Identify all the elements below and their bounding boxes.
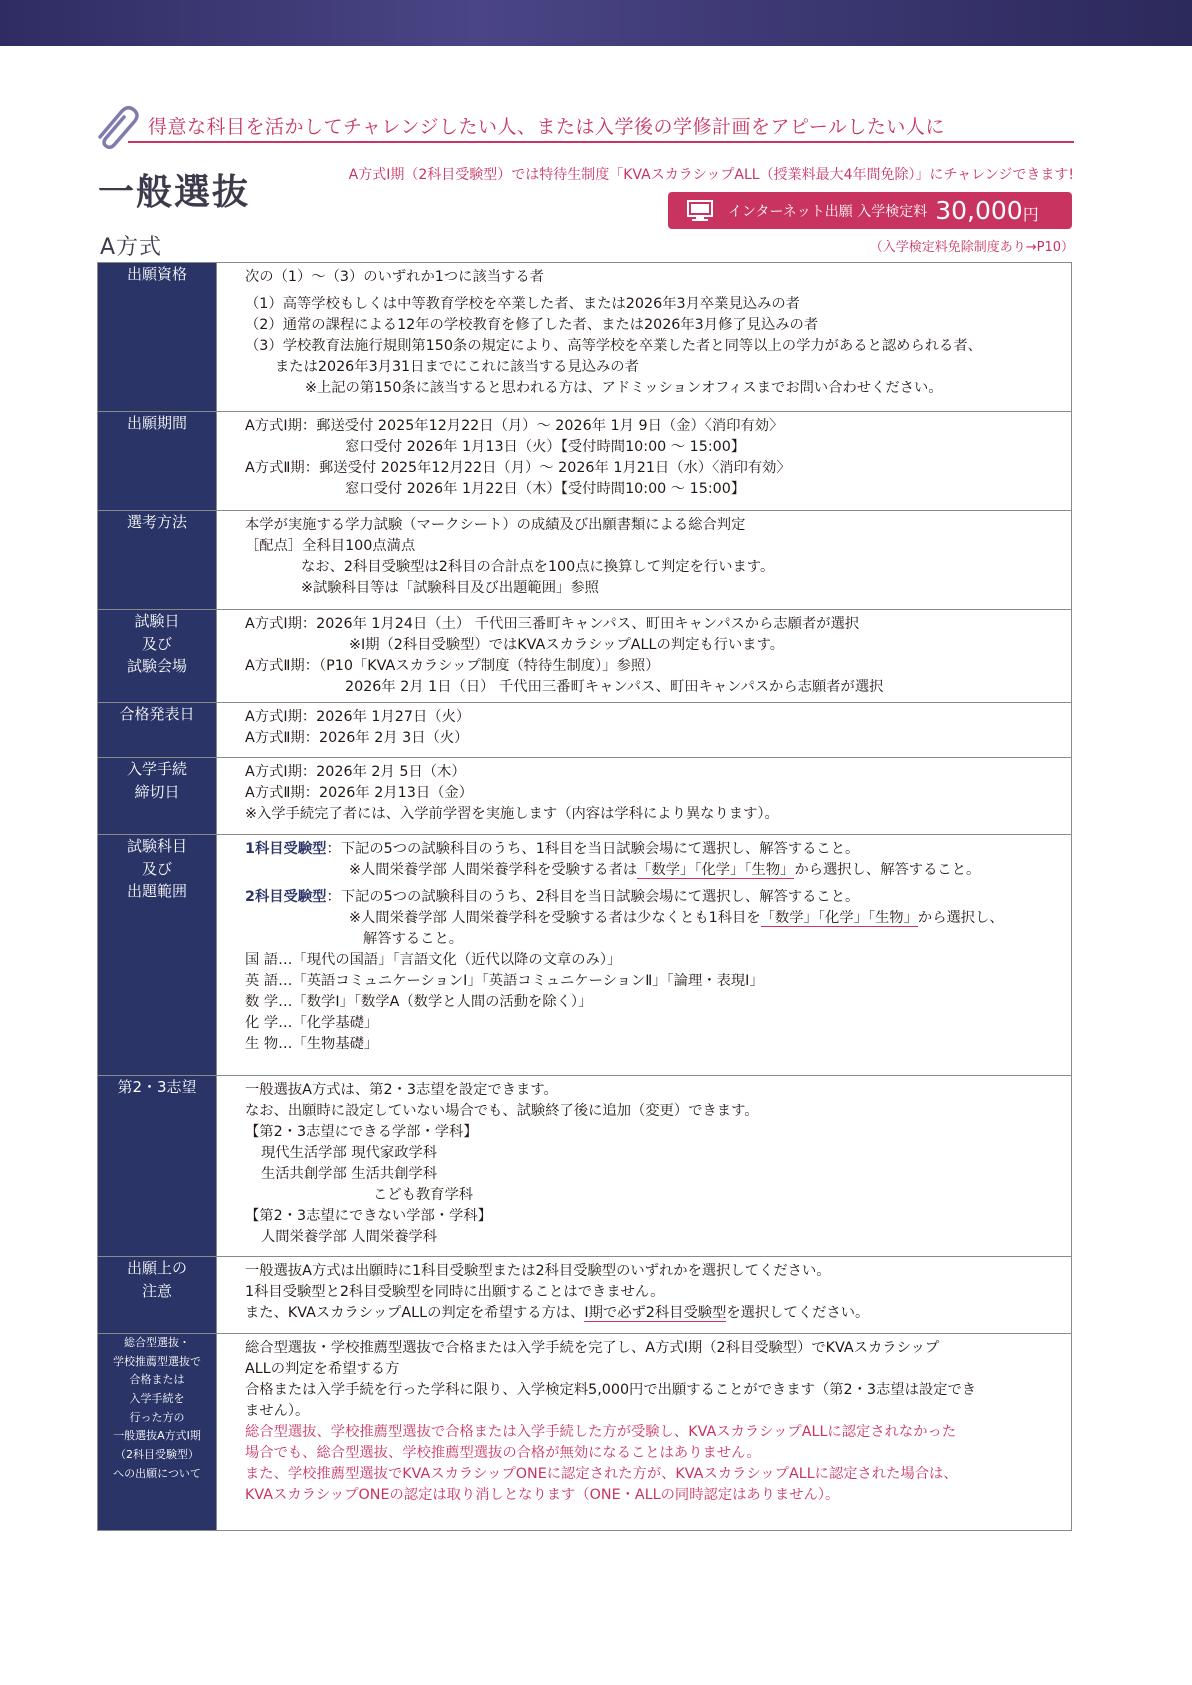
underlined-subjects: 「数学」「化学」「生物」 <box>760 910 918 926</box>
row-announcement <box>98 703 1072 758</box>
text-line: 1科目受験型と2科目受験型を同時に出願することはできません。 <box>245 1284 665 1300</box>
requirements-table <box>97 262 1072 1531</box>
note-text: また、KVAスカラシップALLの判定を希望する方は、 <box>245 1305 585 1321</box>
row-head-notes <box>98 1257 217 1334</box>
text-line: 一般選抜A方式は出願時に1科目受験型または2科目受験型のいずれかを選択してください。 <box>245 1263 831 1279</box>
row-eligibility <box>98 263 1072 412</box>
subject-line: 国 語…「現代の国語」「言語文化（近代以降の文章のみ）」 <box>245 952 622 968</box>
head-line: 行った方の <box>129 1410 185 1424</box>
head-line: 総合型選抜・ <box>124 1336 190 1349</box>
head-line: 出願上の <box>126 1259 187 1277</box>
row-subjects <box>98 835 1072 1076</box>
text-line: 生活共創学部 生活共創学科 <box>261 1166 438 1182</box>
row-head-exam-date <box>98 610 217 703</box>
row-head-subjects <box>98 835 217 1076</box>
row-comprehensive <box>98 1334 1072 1531</box>
text-line: 人間栄養学部 人間栄養学科 <box>261 1229 438 1245</box>
text-line: （2）通常の課程による12年の学校教育を修了した者、または2026年3月修了見込みの者 <box>245 317 819 333</box>
head-line: 試験科目 <box>126 837 187 855</box>
type1-line <box>245 839 1057 860</box>
row-head-period: 出願期間 <box>98 412 217 511</box>
fee-badge <box>668 192 1072 229</box>
head-line: 及び <box>141 859 172 878</box>
row-body-enrollment <box>217 758 1072 835</box>
underlined-text: Ⅰ期で必ず2科目受験型 <box>584 1305 727 1321</box>
top-band <box>0 0 1192 46</box>
tagline: 得意な科目を活かしてチャレンジしたい人、または入学後の学修計画をアピールしたい人に <box>148 116 945 138</box>
row-body-period <box>217 412 1072 511</box>
fee-label: インターネット出願 入学検定料 <box>728 203 928 220</box>
text-line: 2026年 2月 1日（日） 千代田三番町キャンパス、町田キャンパスから志願者が選択 <box>345 679 884 695</box>
text-line: 一般選抜A方式は、第2・3志望を設定できます。 <box>245 1082 558 1098</box>
head-line: （2科目受験型） <box>115 1448 199 1462</box>
text-line: A方式Ⅰ期：郵送受付 2025年12月22日（月）～ 2026年 1月 9日（金）〈消印有効〉 <box>245 418 784 434</box>
fee-amount: 30,000 <box>935 196 1023 225</box>
row-head-preference: 第2・3志望 <box>98 1076 217 1257</box>
row-head-selection: 選考方法 <box>98 511 217 610</box>
row-body-notes <box>217 1257 1072 1334</box>
text-line: ※入学手続完了者には、入学前学習を実施します（内容は学科により異なります）。 <box>245 806 779 822</box>
page-title: 一般選抜 <box>98 172 251 213</box>
text-line: A方式Ⅰ期：2026年 1月27日（火） <box>245 709 471 725</box>
text-line: 【第2・3志望にできない学部・学科】 <box>245 1208 492 1224</box>
subject-line: 英 語…「英語コミュニケーションⅠ」「英語コミュニケーションⅡ」「論理・表現Ⅰ」 <box>245 973 764 989</box>
row-exam-date <box>98 610 1072 703</box>
text-line: または2026年3月31日までにこれに該当する見込みの者 <box>275 359 639 375</box>
row-head-announcement: 合格発表日 <box>98 703 217 758</box>
subject-line: 数 学…「数学Ⅰ」「数学A（数学と人間の活動を除く）」 <box>245 994 593 1010</box>
text-line: 次の（1）～（3）のいずれか1つに該当する者 <box>245 269 544 285</box>
text-line: なお、2科目受験型は2科目の合計点を100点に換算して判定を行います。 <box>301 559 775 575</box>
head-line: 入学手続を <box>129 1392 185 1406</box>
row-head-comprehensive <box>98 1334 217 1531</box>
text-line: 合格または入学手続を行った学科に限り、入学検定料5,000円で出願することができます（第2・3志望は設定でき <box>245 1382 977 1398</box>
head-line: 入学手続 <box>126 760 187 778</box>
text-line: （3）学校教育法施行規則第150条の規定により、高等学校を卒業した者と同等以上の学力があると認められる者、 <box>245 338 982 354</box>
fee-unit: 円 <box>1022 205 1039 224</box>
text-line: A方式Ⅱ期：2026年 2月13日（金） <box>245 785 474 801</box>
page-subtitle: A方式 <box>100 235 163 260</box>
head-line: 出題範囲 <box>126 882 187 900</box>
text-line: A方式Ⅰ期：2026年 2月 5日（木） <box>245 764 466 780</box>
warning-line: 総合型選抜、学校推薦型選抜で合格または入学手続した方が受験し、KVAスカラシップALLに認定されなかった <box>245 1424 957 1440</box>
text-line: なお、出願時に設定していない場合でも、試験終了後に追加（変更）できます。 <box>245 1103 759 1119</box>
text-line: ※上記の第150条に該当すると思われる方は、アドミッションオフィスまでお問い合わせください。 <box>305 380 943 396</box>
row-selection <box>98 511 1072 610</box>
text-line: こども教育学科 <box>373 1187 474 1203</box>
note-text: から選択し、解答すること。 <box>794 862 981 878</box>
warning-line: 場合でも、総合型選抜、学校推薦型選抜の合格が無効になることはありません。 <box>245 1445 761 1461</box>
text-line: A方式Ⅰ期：2026年 1月24日（土） 千代田三番町キャンパス、町田キャンパスから志願者が選択 <box>245 616 860 632</box>
type1-note <box>245 860 1057 881</box>
text-line: 本学が実施する学力試験（マークシート）の成績及び出願書類による総合判定 <box>245 517 746 533</box>
head-line: 試験日 <box>134 612 180 630</box>
row-body-selection <box>217 511 1072 610</box>
row-head-enrollment <box>98 758 217 835</box>
row-enrollment <box>98 758 1072 835</box>
text-line: ALLの判定を希望する方 <box>245 1361 400 1377</box>
text-line: 総合型選抜・学校推薦型選抜で合格または入学手続を完了し、A方式Ⅰ期（2科目受験型）でKVAスカラシップ <box>245 1340 940 1356</box>
type2-label: 2科目受験型 <box>245 889 327 905</box>
text-line: 現代生活学部 現代家政学科 <box>261 1145 438 1161</box>
head-line: 一般選抜A方式Ⅰ期 <box>113 1429 201 1443</box>
type2-line <box>245 887 1057 908</box>
text-line: 窓口受付 2026年 1月22日（木）【受付時間10:00 ～ 15:00】 <box>345 481 746 497</box>
text-line-underlined <box>245 1303 1057 1324</box>
text-line: A方式Ⅱ期：郵送受付 2025年12月22日（月）～ 2026年 1月21日（水）〈消印有効〉 <box>245 460 791 476</box>
row-body-comprehensive <box>217 1334 1072 1531</box>
row-body-exam-date <box>217 610 1072 703</box>
row-notes <box>98 1257 1072 1334</box>
row-head-eligibility: 出願資格 <box>98 263 217 412</box>
text-line: ません）。 <box>245 1403 310 1419</box>
text-line: ※Ⅰ期（2科目受験型）ではKVAスカラシップALLの判定も行います。 <box>349 637 785 653</box>
note-text: から選択し、 <box>917 910 1004 926</box>
note-text: を選択してください。 <box>726 1305 870 1321</box>
head-line: 合格または <box>129 1373 185 1387</box>
text-line: 【第2・3志望にできる学部・学科】 <box>245 1124 478 1140</box>
text-line: （1）高等学校もしくは中等教育学校を卒業した者、または2026年3月卒業見込みの者 <box>245 296 800 312</box>
row-body-announcement <box>217 703 1072 758</box>
underlined-subjects: 「数学」「化学」「生物」 <box>637 862 795 878</box>
head-line: 注意 <box>141 1281 172 1300</box>
head-line: への出願について <box>113 1466 201 1480</box>
fee-note: （入学検定料免除制度あり→P10） <box>869 240 1074 255</box>
subject-line: 化 学…「化学基礎」 <box>245 1015 379 1031</box>
row-body-eligibility <box>217 263 1072 412</box>
text-line: 解答すること。 <box>363 931 464 947</box>
warning-line: また、学校推薦型選抜でKVAスカラシップONEに認定された方が、KVAスカラシップALLに認定された場合は、 <box>245 1466 958 1482</box>
note-text: ※人間栄養学部 人間栄養学科を受験する者は少なくとも1科目を <box>349 910 761 926</box>
computer-icon <box>686 200 716 222</box>
warning-line: KVAスカラシップONEの認定は取り消しとなります（ONE・ALLの同時認定はありません）。 <box>245 1487 840 1503</box>
head-line: 学校推薦型選抜で <box>113 1354 201 1368</box>
head-line: 試験会場 <box>126 657 187 675</box>
text-line: A方式Ⅱ期：2026年 2月 3日（火） <box>245 730 469 746</box>
type2-text: ：下記の5つの試験科目のうち、2科目を当日試験会場にて選択し、解答すること。 <box>326 889 860 905</box>
row-body-preference <box>217 1076 1072 1257</box>
text-line: ※試験科目等は「試験科目及び出題範囲」参照 <box>301 580 599 596</box>
subject-line: 生 物…「生物基礎」 <box>245 1036 379 1052</box>
row-preference <box>98 1076 1072 1257</box>
tagline-rule <box>128 141 1074 143</box>
type1-text: ：下記の5つの試験科目のうち、1科目を当日試験会場にて選択し、解答すること。 <box>326 841 860 857</box>
type2-note <box>245 908 1057 929</box>
row-body-subjects <box>217 835 1072 1076</box>
row-period <box>98 412 1072 511</box>
challenge-text: A方式Ⅰ期（2科目受験型）では特待生制度「KVAスカラシップALL（授業料最大4年間免除）」にチャレンジできます! <box>348 167 1074 183</box>
note-text: ※人間栄養学部 人間栄養学科を受験する者は <box>349 862 638 878</box>
head-line: 締切日 <box>134 782 180 801</box>
text-line: A方式Ⅱ期：（P10「KVAスカラシップ制度（特待生制度）」参照） <box>245 658 660 674</box>
text-line: 窓口受付 2026年 1月13日（火）【受付時間10:00 ～ 15:00】 <box>345 439 746 455</box>
type1-label: 1科目受験型 <box>245 841 327 857</box>
text-line: ［配点］全科目100点満点 <box>245 538 416 554</box>
head-line: 及び <box>141 634 172 653</box>
